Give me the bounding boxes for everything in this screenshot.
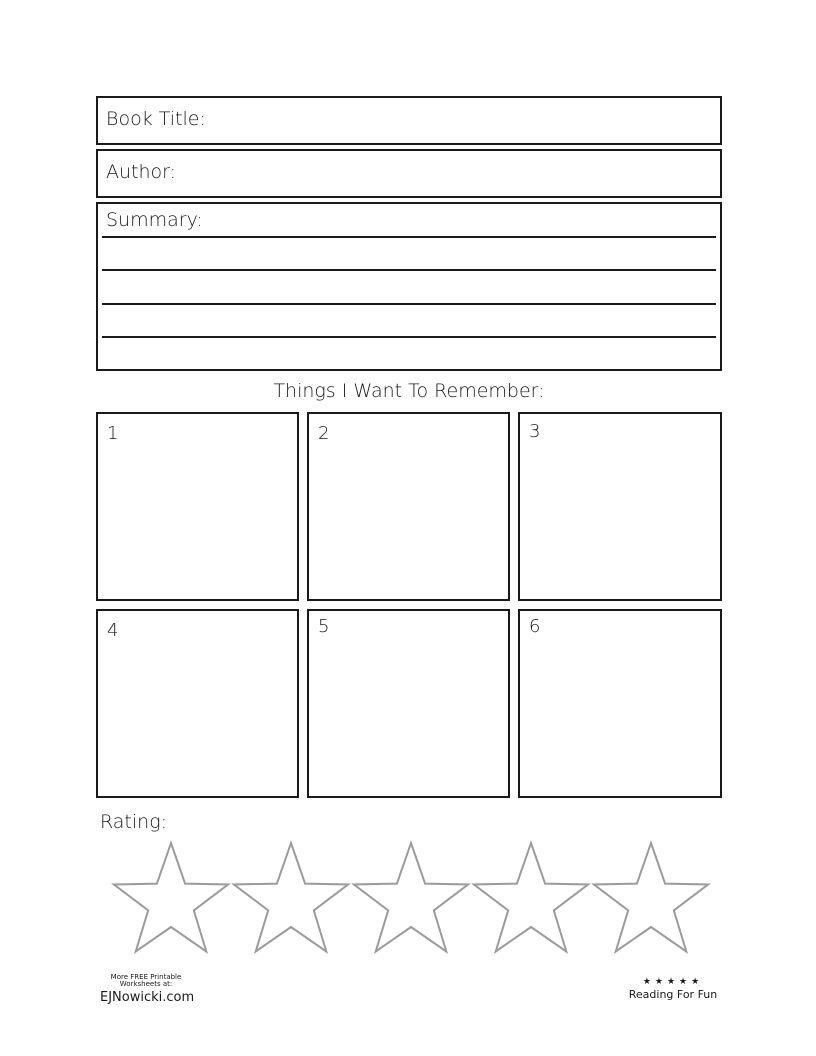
footer-site: EJNowicki.com [100,990,195,1005]
footer-line-2: Worksheets at: [119,980,173,988]
rating-star-4-icon[interactable] [474,843,588,952]
footer-credit [100,973,195,1005]
footer-line-1: More FREE Printable [110,973,182,981]
cell-number: 5 [318,616,330,637]
brand-logo [624,978,722,1001]
remember-section-title: Things I Want To Remember: [273,380,545,402]
cell-number: 4 [107,620,119,641]
brand-stars-icon: ★★★★★ [642,977,704,987]
rating-star-5-icon[interactable] [594,843,708,952]
cell-number: 6 [529,616,541,637]
rating-label: Rating: [100,811,168,833]
cell-number: 1 [107,423,119,444]
author-label: Author: [106,161,177,183]
rating-star-1-icon[interactable] [114,843,228,952]
cell-number: 2 [318,423,330,444]
rating-star-2-icon[interactable] [234,843,348,952]
rating-star-3-icon[interactable] [354,843,468,952]
cell-number: 3 [529,421,541,442]
summary-label: Summary: [106,209,203,231]
book-title-label: Book Title: [106,108,206,130]
brand-name: Reading For Fun [628,988,718,1001]
